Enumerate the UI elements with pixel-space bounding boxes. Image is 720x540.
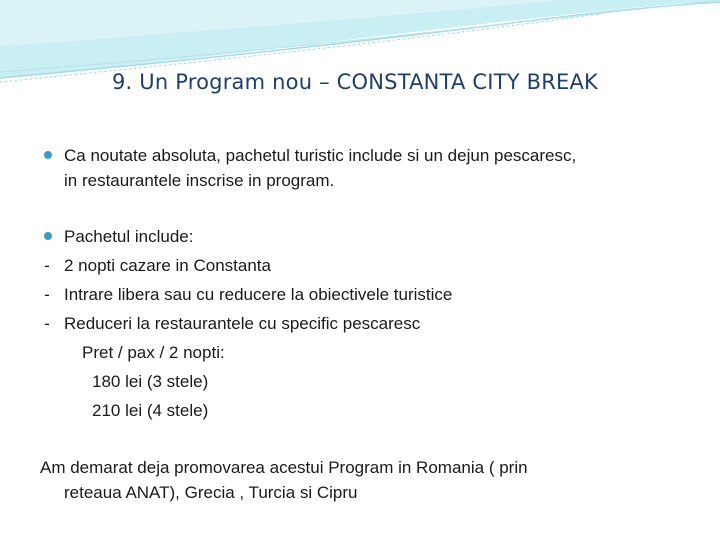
slide-title: 9. Un Program nou – CONSTANTA CITY BREAK [112, 70, 598, 94]
closing-line-2: reteaua ANAT), Grecia , Turcia si Cipru [64, 483, 358, 502]
package-block [40, 222, 452, 425]
price-4-stars: 210 lei (4 stele) [92, 401, 209, 420]
closing-block [40, 453, 528, 507]
package-heading-row [40, 222, 452, 251]
intro-line-1: Ca noutate absoluta, pachetul turistic include si un dejun pescaresc, [64, 146, 577, 165]
package-item-label: 2 nopti cazare in Constanta [64, 256, 271, 275]
package-item-label: Intrare libera sau cu reducere la obiectivele turistice [64, 285, 453, 304]
price-3-stars: 180 lei (3 stele) [92, 372, 209, 391]
package-item-label: Reduceri la restaurantele cu specific pescaresc [64, 314, 421, 333]
header-decoration [0, 0, 720, 120]
bullet-dot-icon [44, 232, 52, 240]
package-item [40, 251, 452, 280]
bullet-dot-icon [44, 151, 52, 159]
price-label: Pret / pax / 2 nopti: [82, 343, 225, 362]
package-heading: Pachetul include: [64, 227, 194, 246]
closing-line-1: Am demarat deja promovarea acestui Program in Romania ( prin [40, 458, 528, 477]
intro-continuation [40, 166, 576, 195]
dash-icon: - [44, 314, 50, 333]
intro-block [40, 141, 576, 195]
package-item [40, 309, 452, 338]
dash-icon: - [44, 256, 50, 275]
intro-line-2: in restaurantele inscrise in program. [64, 171, 335, 190]
dash-icon: - [44, 285, 50, 304]
package-item [40, 280, 452, 309]
